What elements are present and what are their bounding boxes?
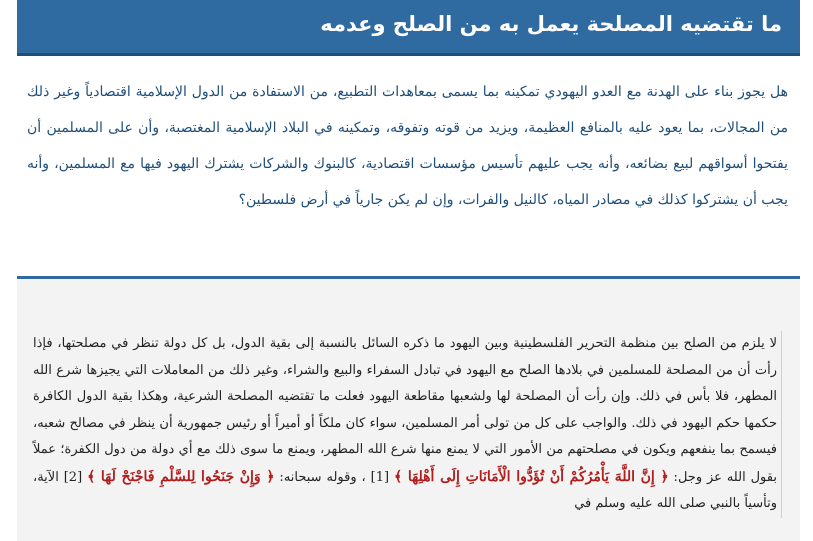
answer-end-text: الآية، وتأسياً بالنبي صلى الله عليه وسلم في xyxy=(33,469,777,511)
footnote-ref-1[interactable]: [1] xyxy=(370,469,390,485)
answer-connector-text: ، وقوله سبحانه: xyxy=(274,469,366,485)
question-section xyxy=(17,56,800,266)
answer-text xyxy=(33,331,782,518)
quran-verse-1: ﴿ إِنَّ اللَّهَ يَأْمُرُكُمْ أَنْ تُؤَدُّوا الْأَمَانَاتِ إِلَى أَهْلِهَا ﴾ xyxy=(393,468,669,485)
footnote-ref-2[interactable]: [2] xyxy=(63,469,83,485)
question-text: هل يجوز بناء على الهدنة مع العدو اليهودي تمكينه بما يسمى بمعاهدات التطبيع، من الاستفادة من الدول الإسلامية اقتصادياً وغير ذلك من المجالات، بما يعود عليه بالمنافع العظيمة، ويزيد من قوته وتفوقه، وتمكينه في البلاد الإسلامية المغتصبة، وأن على المسلمين أن يفتحوا أسواقهم لبيع بضائعه، وأنه يجب عليهم تأسيس مؤسسات اقتصادية، كالبنوك والشركات يشترك اليهود فيها مع المسلمين، وأنه يجب أن يشتركوا كذلك في مصادر المياه، كالنيل والفرات، وإن لم يكن جارياً في أرض فلسطين؟ xyxy=(27,84,788,208)
answer-main-text: لا يلزم من الصلح بين منظمة التحرير الفلسطينية وبين اليهود ما ذكره السائل بالنسبة إلى بقية الدول، بل كل دولة تنظر في مصلحتها، فإذا رأت أن من المصلحة للمسلمين في بلادها الصلح مع اليهود في تبادل السفراء والبيع والشراء، وغير ذلك من المعاملات التي يجيزها شرع الله المطهر، فلا بأس في ذلك. وإن رأت أن المصلحة لها ولشعبها مقاطعة اليهود فعلت ما تقتضيه المصلحة الشرعية، وهكذا بقية الدول الكافرة حكمها حكم اليهود في ذلك. والواجب على كل من تولى أمر المسلمين، سواء كان ملكاً أو أميراً أو رئيس جمهورية أن ينظر في مصالح شعبه، فيسمح بما ينفعهم ويكون في مصلحتهم من الأمور التي لا يمنع منها شرع الله المطهر، ويمنع ما سوى ذلك مع أي دولة من دول الكفرة؛ عملاً بقول الله عز وجل: xyxy=(33,336,777,485)
page-title: ما تقتضيه المصلحة يعمل به من الصلح وعدمه xyxy=(320,12,782,36)
quran-verse-2: ﴿ وَإِنْ جَنَحُوا لِلسَّلْمِ فَاجْنَحْ لَهَا ﴾ xyxy=(87,468,275,485)
page-header xyxy=(17,0,800,56)
answer-section xyxy=(17,279,800,541)
